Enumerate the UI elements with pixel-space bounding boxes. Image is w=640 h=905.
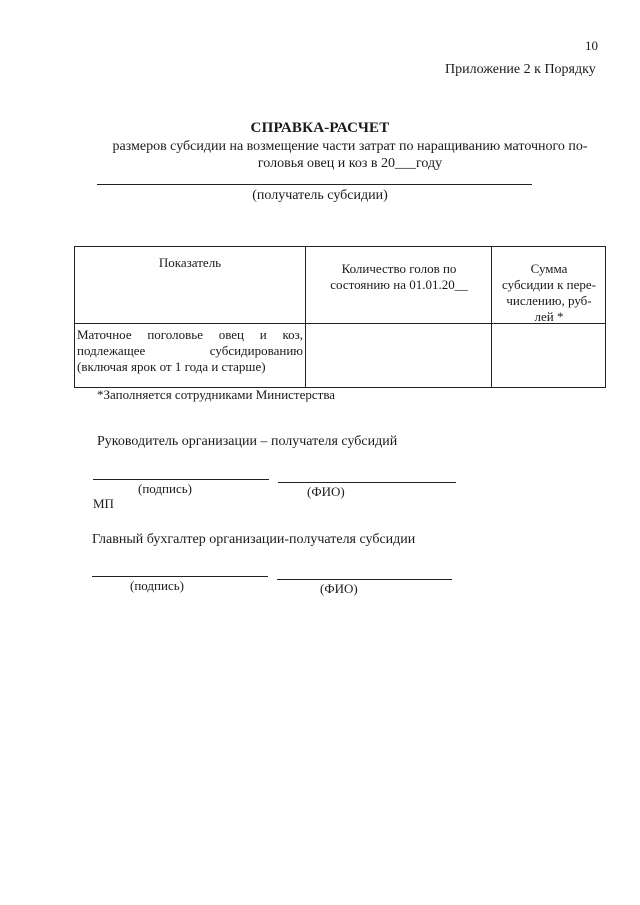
accountant-name-label: (ФИО) xyxy=(320,581,358,596)
recipient-label: (получатель субсидии) xyxy=(252,188,388,203)
document-subtitle xyxy=(100,138,600,172)
row-indicator-line-2: подлежащее субсидированию xyxy=(77,343,303,358)
subtitle-line-1: размеров субсидии на возмещение части затрат по наращиванию маточного по- xyxy=(112,139,588,154)
header-head-count-line-2: состоянию на 01.01.20__ xyxy=(330,277,468,292)
calculation-table xyxy=(74,246,606,388)
accountant-title: Главный бухгалтер организации-получателя субсидии xyxy=(92,532,416,547)
row-indicator-line-3: (включая ярок от 1 года и старше) xyxy=(77,359,266,374)
page-number: 10 xyxy=(585,38,598,53)
header-subsidy-sum-line-3: числению, руб- xyxy=(506,293,592,308)
header-indicator: Показатель xyxy=(158,255,222,270)
row-indicator-line-1: Маточное поголовье овец и коз, xyxy=(77,327,303,342)
subtitle-line-2: головья овец и коз в 20___году xyxy=(257,156,443,171)
head-name-line xyxy=(278,482,456,483)
appendix-reference: Приложение 2 к Порядку xyxy=(445,62,596,77)
header-head-count xyxy=(307,261,491,293)
accountant-signature-line xyxy=(92,576,268,577)
header-subsidy-sum-line-4: лей * xyxy=(534,309,564,324)
accountant-name-line xyxy=(277,579,452,580)
table-divider-2 xyxy=(491,247,492,387)
accountant-signature-label: (подпись) xyxy=(130,578,184,593)
header-subsidy-sum-line-2: субсидии к пере- xyxy=(502,277,596,292)
header-head-count-line-1: Количество голов по xyxy=(341,261,457,276)
head-signature-line xyxy=(93,479,269,480)
head-title: Руководитель организации – получателя субсидий xyxy=(97,434,398,449)
head-name-label: (ФИО) xyxy=(307,484,345,499)
table-row xyxy=(77,327,303,375)
stamp-label: МП xyxy=(93,496,114,511)
header-subsidy-sum-line-1: Сумма xyxy=(530,261,568,276)
document-title: СПРАВКА-РАСЧЕТ xyxy=(250,120,390,136)
header-subsidy-sum xyxy=(493,261,605,325)
head-signature-label: (подпись) xyxy=(138,481,192,496)
recipient-underline xyxy=(97,184,532,185)
table-divider-1 xyxy=(305,247,306,387)
footnote: *Заполняется сотрудниками Министерства xyxy=(97,387,336,402)
